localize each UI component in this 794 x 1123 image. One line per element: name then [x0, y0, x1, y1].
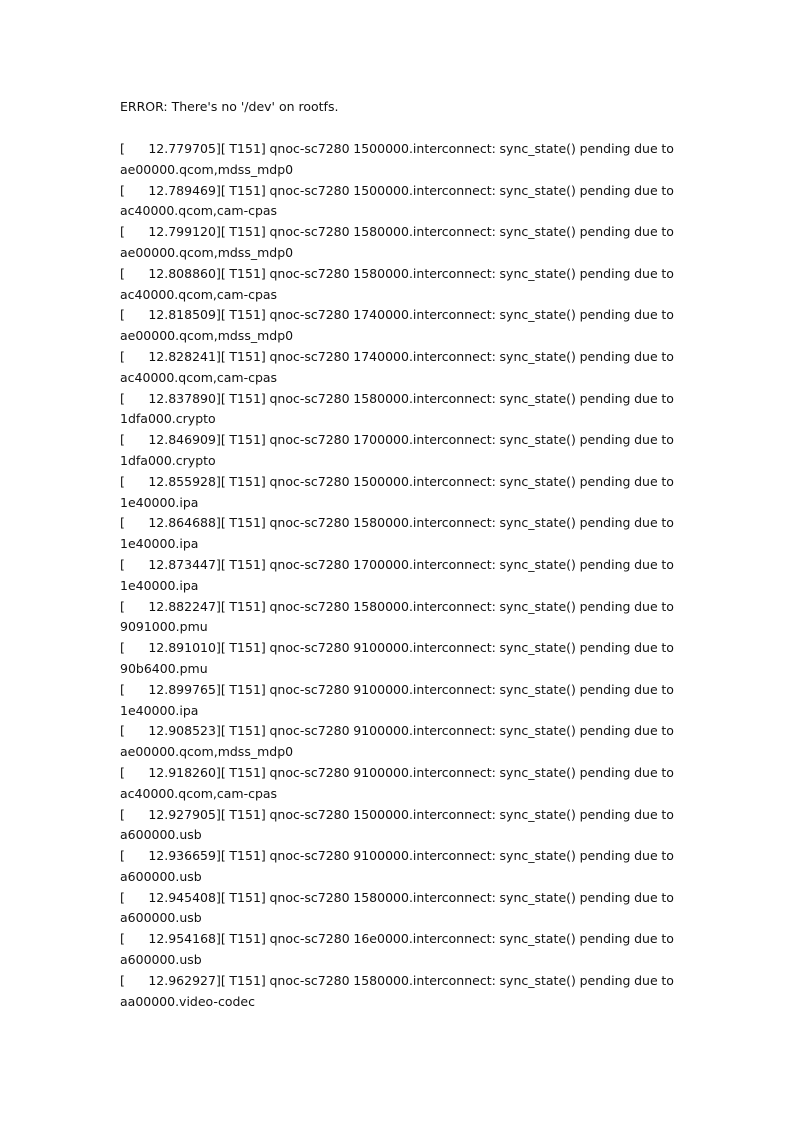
- log-word: pending: [579, 806, 631, 822]
- log-device: qnoc-sc7280: [269, 681, 350, 697]
- log-function: sync_state(): [499, 348, 576, 364]
- log-word: pending: [579, 681, 631, 697]
- log-thread: T151]: [229, 806, 266, 822]
- log-function: sync_state(): [499, 224, 576, 240]
- log-word: to: [661, 972, 674, 988]
- log-device: qnoc-sc7280: [269, 556, 350, 572]
- log-word: to: [661, 473, 674, 489]
- log-target: 1e40000.ipa: [120, 577, 199, 593]
- log-thread: T151]: [229, 307, 266, 323]
- log-thread: T151]: [229, 473, 266, 489]
- log-thread: T151]: [229, 390, 266, 406]
- log-word: due: [634, 806, 658, 822]
- log-timestamp: 12.873447][: [148, 556, 226, 572]
- log-word: due: [634, 640, 658, 656]
- log-word: pending: [579, 598, 631, 614]
- log-entry: [120, 680, 674, 722]
- log-target: ac40000.qcom,cam-cpas: [120, 286, 278, 302]
- log-entry-line: [120, 222, 674, 243]
- log-address: 1580000.interconnect:: [353, 224, 496, 240]
- log-entry-line: [120, 805, 674, 826]
- log-device: qnoc-sc7280: [269, 182, 350, 198]
- log-word: pending: [579, 307, 631, 323]
- log-device: qnoc-sc7280: [269, 848, 350, 864]
- log-address: 1500000.interconnect:: [353, 473, 496, 489]
- log-address: 16e0000.interconnect:: [353, 931, 496, 947]
- kernel-log: [120, 139, 674, 1012]
- log-function: sync_state(): [499, 556, 576, 572]
- log-entry: [120, 181, 674, 223]
- log-word: due: [634, 972, 658, 988]
- log-entry: [120, 805, 674, 847]
- log-function: sync_state(): [499, 432, 576, 448]
- log-target: a600000.usb: [120, 827, 202, 843]
- log-timestamp: 12.899765][: [148, 681, 226, 697]
- log-timestamp: 12.828241][: [148, 348, 226, 364]
- log-timestamp: 12.945408][: [148, 889, 226, 905]
- log-entry: [120, 139, 674, 181]
- log-entry-line: [120, 264, 674, 285]
- log-timestamp: 12.864688][: [148, 515, 226, 531]
- log-entry-line: [120, 430, 674, 451]
- log-address: 1500000.interconnect:: [353, 806, 496, 822]
- log-word: due: [634, 265, 658, 281]
- log-device: qnoc-sc7280: [269, 141, 350, 156]
- log-entry: [120, 264, 674, 306]
- log-word: to: [661, 806, 674, 822]
- log-bracket: [: [120, 889, 125, 905]
- log-thread: T151]: [229, 432, 266, 448]
- log-word: to: [661, 182, 674, 198]
- log-entry-line: [120, 513, 674, 534]
- log-address: 1500000.interconnect:: [353, 141, 496, 156]
- log-timestamp: 12.936659][: [148, 848, 226, 864]
- log-device: qnoc-sc7280: [269, 931, 350, 947]
- log-address: 1700000.interconnect:: [353, 432, 496, 448]
- log-device: qnoc-sc7280: [269, 972, 350, 988]
- log-word: due: [634, 224, 658, 240]
- log-entry: [120, 597, 674, 639]
- log-word: to: [661, 889, 674, 905]
- log-entry-line: [120, 139, 674, 160]
- log-function: sync_state(): [499, 307, 576, 323]
- log-entry-line: [120, 846, 674, 867]
- log-target: 1e40000.ipa: [120, 536, 199, 552]
- log-bracket: [: [120, 432, 125, 448]
- log-device: qnoc-sc7280: [269, 889, 350, 905]
- log-entry-line: [120, 347, 674, 368]
- log-bracket: [: [120, 764, 125, 780]
- log-word: pending: [579, 432, 631, 448]
- log-bracket: [: [120, 224, 125, 240]
- log-word: to: [661, 848, 674, 864]
- log-device: qnoc-sc7280: [269, 224, 350, 240]
- error-message: ERROR: There's no '/dev' on rootfs.: [120, 99, 339, 114]
- log-timestamp: 12.818509][: [148, 307, 226, 323]
- log-word: due: [634, 473, 658, 489]
- log-timestamp: 12.779705][: [148, 141, 226, 156]
- log-target: 1dfa000.crypto: [120, 452, 216, 468]
- log-address: 1580000.interconnect:: [353, 515, 496, 531]
- log-function: sync_state(): [499, 764, 576, 780]
- log-device: qnoc-sc7280: [269, 390, 350, 406]
- log-target: 1e40000.ipa: [120, 702, 199, 718]
- log-device: qnoc-sc7280: [269, 515, 350, 531]
- log-address: 1580000.interconnect:: [353, 265, 496, 281]
- log-word: pending: [579, 931, 631, 947]
- log-entry-line: [120, 971, 674, 992]
- log-device: qnoc-sc7280: [269, 806, 350, 822]
- log-thread: T151]: [229, 556, 266, 572]
- log-word: to: [661, 224, 674, 240]
- log-entry-line: [120, 763, 674, 784]
- log-address: 1580000.interconnect:: [353, 972, 496, 988]
- log-bracket: [: [120, 556, 125, 572]
- log-word: due: [634, 390, 658, 406]
- log-word: due: [634, 848, 658, 864]
- log-target: ac40000.qcom,cam-cpas: [120, 785, 278, 801]
- log-word: pending: [579, 348, 631, 364]
- log-thread: T151]: [229, 889, 266, 905]
- log-word: to: [661, 640, 674, 656]
- log-entry-line: [120, 555, 674, 576]
- log-device: qnoc-sc7280: [269, 723, 350, 739]
- log-function: sync_state(): [499, 265, 576, 281]
- log-word: due: [634, 556, 658, 572]
- log-entry-line: [120, 597, 674, 618]
- log-entry-line: [120, 181, 674, 202]
- log-entry: [120, 929, 674, 971]
- log-word: due: [634, 182, 658, 198]
- log-thread: T151]: [229, 348, 266, 364]
- log-address: 9100000.interconnect:: [353, 640, 496, 656]
- log-word: due: [634, 515, 658, 531]
- log-address: 1580000.interconnect:: [353, 889, 496, 905]
- log-word: to: [661, 931, 674, 947]
- log-entry-line: [120, 888, 674, 909]
- log-bracket: [: [120, 265, 125, 281]
- log-thread: T151]: [229, 182, 266, 198]
- log-word: pending: [579, 224, 631, 240]
- log-word: due: [634, 723, 658, 739]
- log-word: due: [634, 307, 658, 323]
- log-entry: [120, 638, 674, 680]
- log-word: to: [661, 307, 674, 323]
- log-thread: T151]: [229, 972, 266, 988]
- log-thread: T151]: [229, 723, 266, 739]
- log-function: sync_state(): [499, 182, 576, 198]
- log-device: qnoc-sc7280: [269, 265, 350, 281]
- log-entry: [120, 846, 674, 888]
- log-word: pending: [579, 265, 631, 281]
- log-thread: T151]: [229, 764, 266, 780]
- log-bracket: [: [120, 681, 125, 697]
- log-word: pending: [579, 182, 631, 198]
- log-entry: [120, 347, 674, 389]
- log-word: to: [661, 556, 674, 572]
- log-function: sync_state(): [499, 806, 576, 822]
- log-timestamp: 12.927905][: [148, 806, 226, 822]
- log-device: qnoc-sc7280: [269, 348, 350, 364]
- log-thread: T151]: [229, 598, 266, 614]
- log-timestamp: 12.855928][: [148, 473, 226, 489]
- log-entry: [120, 222, 674, 264]
- log-thread: T151]: [229, 640, 266, 656]
- log-target: aa00000.video-codec: [120, 993, 255, 1009]
- log-thread: T151]: [229, 848, 266, 864]
- log-word: to: [661, 723, 674, 739]
- log-word: to: [661, 141, 674, 156]
- log-entry: [120, 389, 674, 431]
- log-address: 1500000.interconnect:: [353, 182, 496, 198]
- log-word: due: [634, 764, 658, 780]
- log-entry-line: [120, 721, 674, 742]
- log-timestamp: 12.962927][: [148, 972, 226, 988]
- log-thread: T151]: [229, 515, 266, 531]
- log-bracket: [: [120, 307, 125, 323]
- log-bracket: [: [120, 390, 125, 406]
- log-device: qnoc-sc7280: [269, 473, 350, 489]
- log-word: pending: [579, 141, 631, 156]
- log-word: to: [661, 432, 674, 448]
- log-bracket: [: [120, 473, 125, 489]
- log-target: ae00000.qcom,mdss_mdp0: [120, 244, 294, 260]
- log-word: pending: [579, 515, 631, 531]
- log-target: ae00000.qcom,mdss_mdp0: [120, 161, 294, 177]
- log-function: sync_state(): [499, 931, 576, 947]
- log-entry: [120, 971, 674, 1013]
- log-entry: [120, 472, 674, 514]
- log-target: ae00000.qcom,mdss_mdp0: [120, 328, 294, 344]
- log-address: 1700000.interconnect:: [353, 556, 496, 572]
- log-address: 9100000.interconnect:: [353, 764, 496, 780]
- log-entry: [120, 721, 674, 763]
- log-target: ae00000.qcom,mdss_mdp0: [120, 744, 294, 760]
- log-word: pending: [579, 972, 631, 988]
- log-thread: T151]: [229, 141, 266, 156]
- log-entry: [120, 888, 674, 930]
- log-timestamp: 12.799120][: [148, 224, 226, 240]
- log-target: ac40000.qcom,cam-cpas: [120, 203, 278, 219]
- log-entry-line: [120, 638, 674, 659]
- log-thread: T151]: [229, 931, 266, 947]
- log-function: sync_state(): [499, 141, 576, 156]
- log-device: qnoc-sc7280: [269, 598, 350, 614]
- log-word: due: [634, 141, 658, 156]
- log-word: to: [661, 390, 674, 406]
- log-word: pending: [579, 640, 631, 656]
- log-word: pending: [579, 723, 631, 739]
- log-word: pending: [579, 764, 631, 780]
- log-bracket: [: [120, 972, 125, 988]
- log-address: 1740000.interconnect:: [353, 348, 496, 364]
- log-target: 1e40000.ipa: [120, 494, 199, 510]
- log-target: ac40000.qcom,cam-cpas: [120, 369, 278, 385]
- log-function: sync_state(): [499, 390, 576, 406]
- log-bracket: [: [120, 348, 125, 364]
- log-word: due: [634, 931, 658, 947]
- log-word: due: [634, 598, 658, 614]
- log-word: pending: [579, 889, 631, 905]
- log-word: to: [661, 681, 674, 697]
- log-bracket: [: [120, 723, 125, 739]
- log-timestamp: 12.789469][: [148, 182, 226, 198]
- log-word: pending: [579, 848, 631, 864]
- log-target: 1dfa000.crypto: [120, 411, 216, 427]
- log-bracket: [: [120, 515, 125, 531]
- log-word: to: [661, 515, 674, 531]
- log-function: sync_state(): [499, 515, 576, 531]
- log-target: a600000.usb: [120, 868, 202, 884]
- log-entry: [120, 555, 674, 597]
- log-word: pending: [579, 556, 631, 572]
- log-function: sync_state(): [499, 723, 576, 739]
- log-device: qnoc-sc7280: [269, 764, 350, 780]
- log-entry-line: [120, 929, 674, 950]
- log-target: 9091000.pmu: [120, 619, 208, 635]
- log-function: sync_state(): [499, 848, 576, 864]
- log-word: to: [661, 764, 674, 780]
- log-word: due: [634, 681, 658, 697]
- log-bracket: [: [120, 806, 125, 822]
- log-word: to: [661, 265, 674, 281]
- log-timestamp: 12.882247][: [148, 598, 226, 614]
- log-address: 9100000.interconnect:: [353, 848, 496, 864]
- log-timestamp: 12.808860][: [148, 265, 226, 281]
- log-function: sync_state(): [499, 889, 576, 905]
- log-function: sync_state(): [499, 640, 576, 656]
- log-timestamp: 12.908523][: [148, 723, 226, 739]
- log-device: qnoc-sc7280: [269, 640, 350, 656]
- log-entry: [120, 513, 674, 555]
- log-bracket: [: [120, 640, 125, 656]
- log-bracket: [: [120, 141, 125, 156]
- log-timestamp: 12.918260][: [148, 764, 226, 780]
- log-bracket: [: [120, 848, 125, 864]
- log-address: 1580000.interconnect:: [353, 598, 496, 614]
- log-function: sync_state(): [499, 598, 576, 614]
- log-entry: [120, 305, 674, 347]
- log-device: qnoc-sc7280: [269, 432, 350, 448]
- log-address: 1740000.interconnect:: [353, 307, 496, 323]
- log-entry-line: [120, 472, 674, 493]
- log-entry-line: [120, 680, 674, 701]
- log-thread: T151]: [229, 265, 266, 281]
- log-device: qnoc-sc7280: [269, 307, 350, 323]
- log-word: to: [661, 348, 674, 364]
- log-function: sync_state(): [499, 473, 576, 489]
- log-address: 1580000.interconnect:: [353, 390, 496, 406]
- log-entry: [120, 430, 674, 472]
- log-address: 9100000.interconnect:: [353, 723, 496, 739]
- log-word: due: [634, 432, 658, 448]
- log-function: sync_state(): [499, 681, 576, 697]
- log-entry-line: [120, 389, 674, 410]
- log-word: pending: [579, 390, 631, 406]
- log-word: to: [661, 598, 674, 614]
- log-timestamp: 12.891010][: [148, 640, 226, 656]
- log-address: 9100000.interconnect:: [353, 681, 496, 697]
- log-target: a600000.usb: [120, 910, 202, 926]
- log-word: due: [634, 889, 658, 905]
- log-thread: T151]: [229, 681, 266, 697]
- log-entry: [120, 763, 674, 805]
- log-word: due: [634, 348, 658, 364]
- log-target: 90b6400.pmu: [120, 660, 208, 676]
- log-bracket: [: [120, 931, 125, 947]
- log-bracket: [: [120, 598, 125, 614]
- log-timestamp: 12.954168][: [148, 931, 226, 947]
- log-function: sync_state(): [499, 972, 576, 988]
- log-word: pending: [579, 473, 631, 489]
- log-target: a600000.usb: [120, 952, 202, 968]
- log-timestamp: 12.846909][: [148, 432, 226, 448]
- log-bracket: [: [120, 182, 125, 198]
- log-timestamp: 12.837890][: [148, 390, 226, 406]
- log-thread: T151]: [229, 224, 266, 240]
- log-entry-line: [120, 305, 674, 326]
